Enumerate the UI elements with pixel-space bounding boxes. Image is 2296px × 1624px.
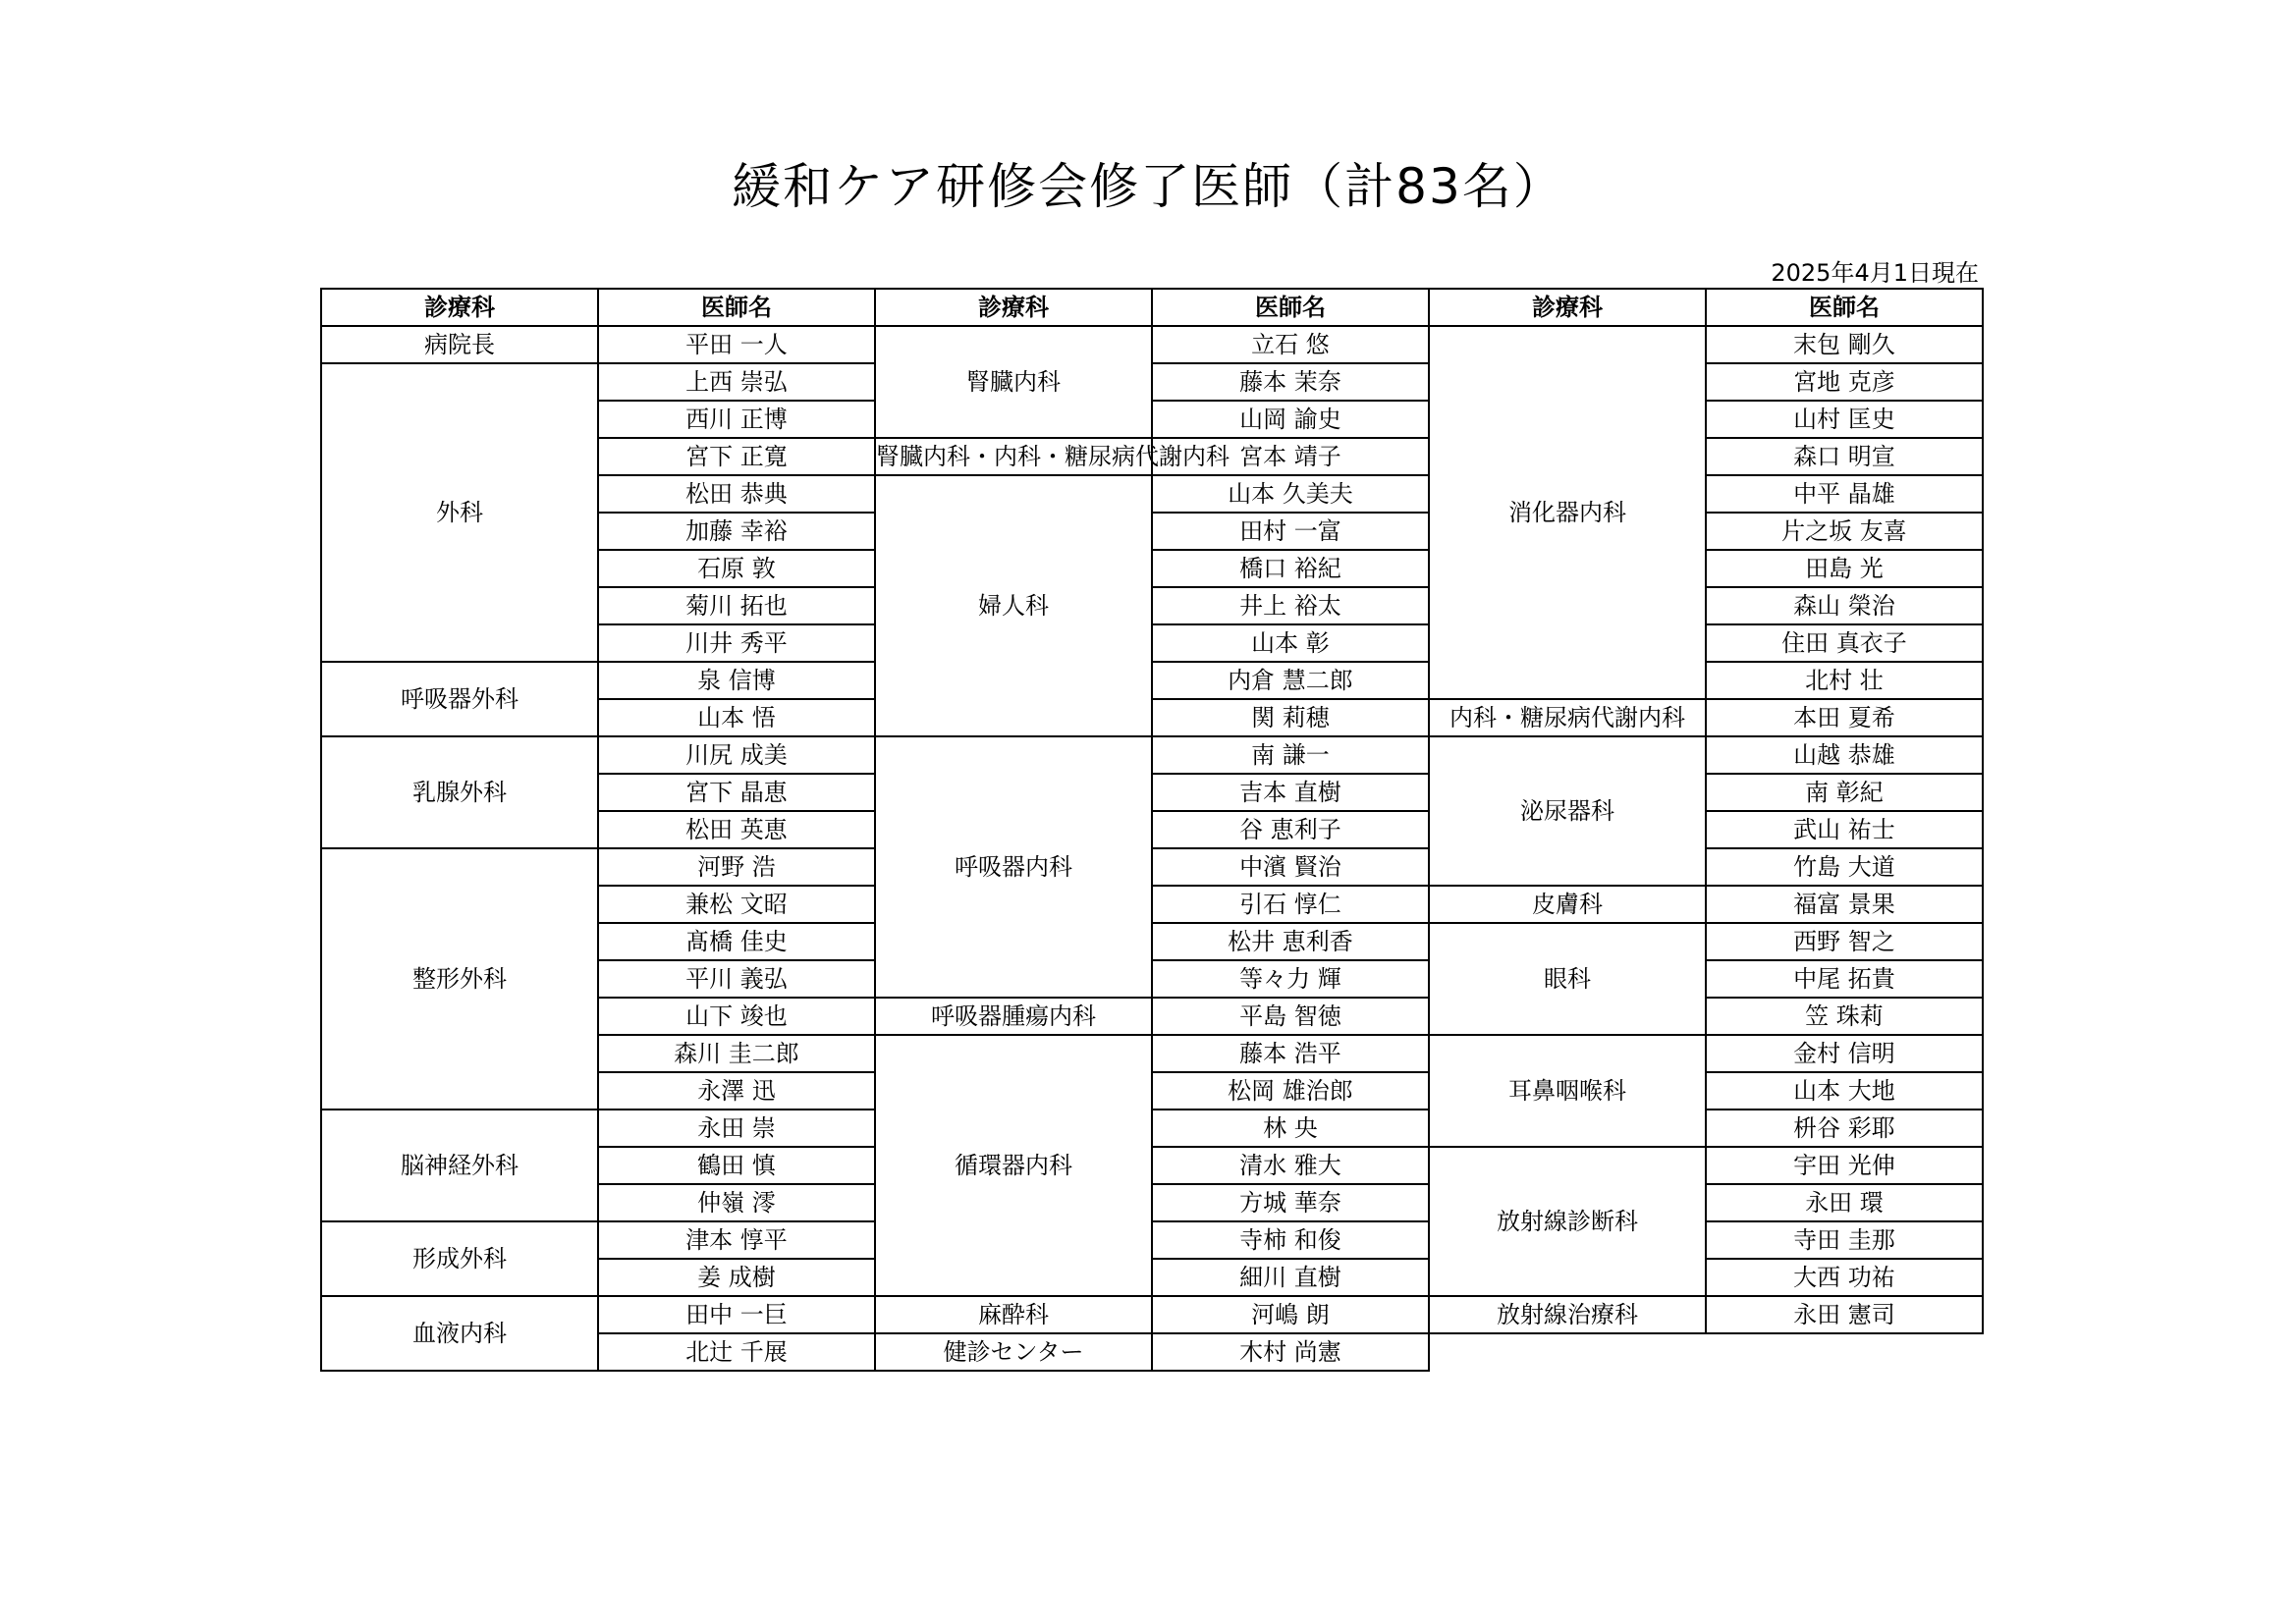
header-physician: 医師名 xyxy=(1152,289,1429,326)
table-row xyxy=(321,848,1983,886)
physician-cell: 平田 一人 xyxy=(598,326,875,363)
department-cell: 泌尿器科 xyxy=(1429,736,1706,886)
physician-cell: 宮本 靖子 xyxy=(1152,438,1429,475)
header-department: 診療科 xyxy=(1429,289,1706,326)
physician-cell: 森山 榮治 xyxy=(1706,587,1983,624)
physician-cell: 永澤 迅 xyxy=(598,1072,875,1110)
table-row xyxy=(321,662,1983,699)
physician-cell: 藤本 浩平 xyxy=(1152,1035,1429,1072)
department-cell: 放射線治療科 xyxy=(1429,1296,1706,1333)
physician-cell: 寺柿 和俊 xyxy=(1152,1221,1429,1259)
physician-cell: 森川 圭二郎 xyxy=(598,1035,875,1072)
physician-cell: 本田 夏希 xyxy=(1706,699,1983,736)
physician-cell: 鶴田 慎 xyxy=(598,1147,875,1184)
physician-cell: 宮下 晶恵 xyxy=(598,774,875,811)
physician-cell: 引石 惇仁 xyxy=(1152,886,1429,923)
physician-cell: 松岡 雄治郎 xyxy=(1152,1072,1429,1110)
physician-cell: 宮下 正寛 xyxy=(598,438,875,475)
physician-cell: 南 謙一 xyxy=(1152,736,1429,774)
department-cell: 腎臓内科 xyxy=(875,326,1152,438)
table-row xyxy=(321,1110,1983,1147)
department-cell: 消化器内科 xyxy=(1429,326,1706,699)
physician-cell: 永田 憲司 xyxy=(1706,1296,1983,1333)
table-row xyxy=(321,363,1983,401)
physician-cell: 山本 悟 xyxy=(598,699,875,736)
department-cell: 皮膚科 xyxy=(1429,886,1706,923)
physician-cell: 武山 祐士 xyxy=(1706,811,1983,848)
department-cell: 婦人科 xyxy=(875,475,1152,736)
physician-cell: 山越 恭雄 xyxy=(1706,736,1983,774)
physician-cell: 河嶋 朗 xyxy=(1152,1296,1429,1333)
department-cell: 麻酔科 xyxy=(875,1296,1152,1333)
department-cell: 放射線診断科 xyxy=(1429,1147,1706,1296)
physician-cell: 松井 恵利香 xyxy=(1152,923,1429,960)
physician-cell: 枡谷 彩耶 xyxy=(1706,1110,1983,1147)
physician-cell: 北辻 千展 xyxy=(598,1333,875,1371)
physician-cell: 仲嶺 澪 xyxy=(598,1184,875,1221)
physician-cell: 井上 裕太 xyxy=(1152,587,1429,624)
physician-cell: 福富 景果 xyxy=(1706,886,1983,923)
physician-cell: 宇田 光伸 xyxy=(1706,1147,1983,1184)
physician-cell: 木村 尚憲 xyxy=(1152,1333,1429,1371)
physician-cell: 北村 壮 xyxy=(1706,662,1983,699)
header-department: 診療科 xyxy=(321,289,598,326)
physician-cell: 平島 智徳 xyxy=(1152,998,1429,1035)
header-physician: 医師名 xyxy=(598,289,875,326)
physician-cell: 山岡 諭史 xyxy=(1152,401,1429,438)
physician-cell: 片之坂 友喜 xyxy=(1706,513,1983,550)
empty-cell xyxy=(1429,1333,1983,1371)
physician-cell: 末包 剛久 xyxy=(1706,326,1983,363)
department-cell: 整形外科 xyxy=(321,848,598,1110)
physician-cell: 山本 彰 xyxy=(1152,624,1429,662)
physician-cell: 山村 匡史 xyxy=(1706,401,1983,438)
department-cell: 腎臓内科・内科・糖尿病代謝内科 xyxy=(875,438,1152,475)
physician-cell: 森口 明宣 xyxy=(1706,438,1983,475)
physician-cell: 石原 敦 xyxy=(598,550,875,587)
physician-cell: 南 彰紀 xyxy=(1706,774,1983,811)
header-department: 診療科 xyxy=(875,289,1152,326)
physician-cell: 川井 秀平 xyxy=(598,624,875,662)
table-row xyxy=(321,736,1983,774)
physician-cell: 山本 久美夫 xyxy=(1152,475,1429,513)
department-cell: 形成外科 xyxy=(321,1221,598,1296)
physician-cell: 田村 一富 xyxy=(1152,513,1429,550)
department-cell: 健診センター xyxy=(875,1333,1152,1371)
physician-cell: 田中 一巨 xyxy=(598,1296,875,1333)
physician-cell: 寺田 圭那 xyxy=(1706,1221,1983,1259)
physician-cell: 上西 崇弘 xyxy=(598,363,875,401)
department-cell: 内科・糖尿病代謝内科 xyxy=(1429,699,1706,736)
physician-cell: 山本 大地 xyxy=(1706,1072,1983,1110)
physician-cell: 平川 義弘 xyxy=(598,960,875,998)
department-cell: 乳腺外科 xyxy=(321,736,598,848)
physician-cell: 宮地 克彦 xyxy=(1706,363,1983,401)
physician-cell: 方城 華奈 xyxy=(1152,1184,1429,1221)
physician-cell: 林 央 xyxy=(1152,1110,1429,1147)
table-row xyxy=(321,1221,1983,1259)
department-cell: 呼吸器外科 xyxy=(321,662,598,736)
table-row xyxy=(321,1296,1983,1333)
physician-cell: 西野 智之 xyxy=(1706,923,1983,960)
department-cell: 脳神経外科 xyxy=(321,1110,598,1221)
department-cell: 眼科 xyxy=(1429,923,1706,1035)
physician-cell: 笠 珠莉 xyxy=(1706,998,1983,1035)
header-physician: 医師名 xyxy=(1706,289,1983,326)
physician-cell: 松田 恭典 xyxy=(598,475,875,513)
physician-cell: 髙橋 佳史 xyxy=(598,923,875,960)
physician-roster-table xyxy=(320,288,1984,1372)
table-header-row xyxy=(321,289,1983,326)
physician-cell: 川尻 成美 xyxy=(598,736,875,774)
physician-cell: 清水 雅大 xyxy=(1152,1147,1429,1184)
department-cell: 呼吸器内科 xyxy=(875,736,1152,998)
physician-cell: 菊川 拓也 xyxy=(598,587,875,624)
physician-cell: 谷 恵利子 xyxy=(1152,811,1429,848)
physician-cell: 橋口 裕紀 xyxy=(1152,550,1429,587)
physician-cell: 細川 直樹 xyxy=(1152,1259,1429,1296)
page-title: 緩和ケア研修会修了医師（計83名） xyxy=(732,158,1564,215)
physician-cell: 中尾 拓貴 xyxy=(1706,960,1983,998)
department-cell: 呼吸器腫瘍内科 xyxy=(875,998,1152,1035)
department-cell: 病院長 xyxy=(321,326,598,363)
physician-cell: 山下 竣也 xyxy=(598,998,875,1035)
physician-cell: 兼松 文昭 xyxy=(598,886,875,923)
physician-cell: 河野 浩 xyxy=(598,848,875,886)
physician-cell: 大西 功祐 xyxy=(1706,1259,1983,1296)
department-cell: 循環器内科 xyxy=(875,1035,1152,1296)
physician-cell: 立石 悠 xyxy=(1152,326,1429,363)
physician-cell: 中濱 賢治 xyxy=(1152,848,1429,886)
physician-cell: 姜 成樹 xyxy=(598,1259,875,1296)
physician-cell: 吉本 直樹 xyxy=(1152,774,1429,811)
physician-cell: 関 莉穂 xyxy=(1152,699,1429,736)
physician-cell: 金村 信明 xyxy=(1706,1035,1983,1072)
physician-cell: 加藤 幸裕 xyxy=(598,513,875,550)
as-of-date: 2025年4月1日現在 xyxy=(1771,259,1979,287)
physician-cell: 西川 正博 xyxy=(598,401,875,438)
department-cell: 血液内科 xyxy=(321,1296,598,1371)
department-cell: 耳鼻咽喉科 xyxy=(1429,1035,1706,1147)
physician-cell: 中平 晶雄 xyxy=(1706,475,1983,513)
physician-cell: 藤本 茉奈 xyxy=(1152,363,1429,401)
physician-cell: 永田 環 xyxy=(1706,1184,1983,1221)
physician-cell: 永田 崇 xyxy=(598,1110,875,1147)
physician-cell: 松田 英恵 xyxy=(598,811,875,848)
table-row xyxy=(321,326,1983,363)
department-cell: 外科 xyxy=(321,363,598,662)
physician-cell: 泉 信博 xyxy=(598,662,875,699)
physician-cell: 等々力 輝 xyxy=(1152,960,1429,998)
physician-cell: 内倉 慧二郎 xyxy=(1152,662,1429,699)
physician-cell: 竹島 大道 xyxy=(1706,848,1983,886)
physician-cell: 住田 真衣子 xyxy=(1706,624,1983,662)
physician-cell: 田島 光 xyxy=(1706,550,1983,587)
physician-cell: 津本 惇平 xyxy=(598,1221,875,1259)
